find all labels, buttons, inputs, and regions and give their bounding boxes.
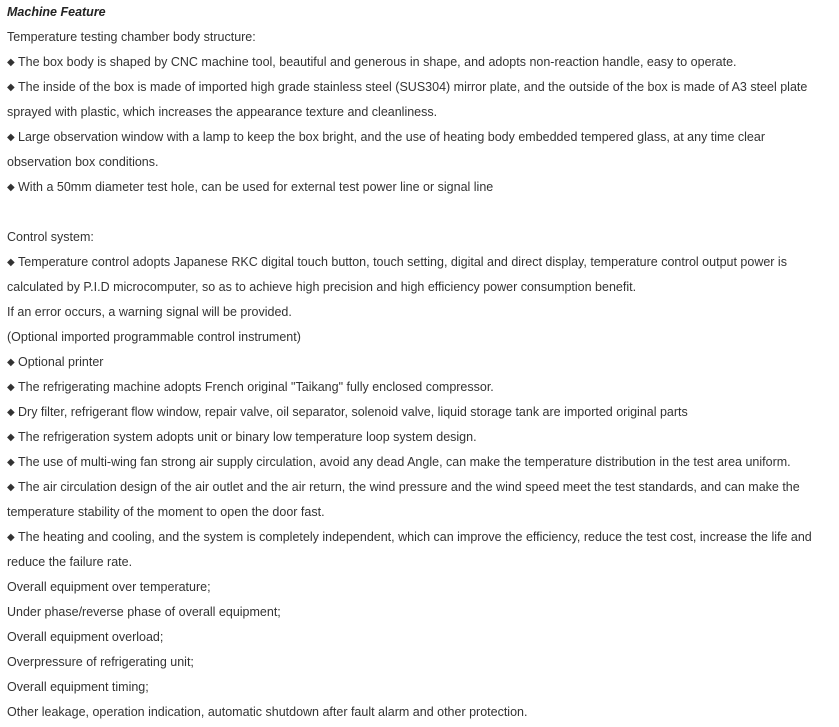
bullet-list-item bbox=[7, 350, 831, 375]
line-text: observation box conditions. bbox=[7, 155, 159, 169]
diamond-bullet-icon: ◆ bbox=[7, 532, 15, 543]
bullet-list-item bbox=[7, 375, 831, 400]
line-text: Optional printer bbox=[18, 355, 104, 369]
text-line bbox=[7, 275, 831, 300]
text-line bbox=[7, 150, 831, 175]
control-system-heading: Control system: bbox=[7, 230, 94, 244]
bullet-list-item bbox=[7, 75, 831, 100]
line-text: If an error occurs, a warning signal will be provided. bbox=[7, 305, 292, 319]
line-text: The refrigerating machine adopts French original "Taikang" fully enclosed compressor. bbox=[18, 380, 494, 394]
line-text: (Optional imported programmable control instrument) bbox=[7, 330, 301, 344]
diamond-bullet-icon: ◆ bbox=[7, 132, 15, 143]
line-text: The box body is shaped by CNC machine tool, beautiful and generous in shape, and adopts non-reaction handle, easy to operate. bbox=[18, 55, 737, 69]
text-line bbox=[7, 550, 831, 575]
chamber-structure-heading: Temperature testing chamber body structure: bbox=[7, 30, 256, 44]
diamond-bullet-icon: ◆ bbox=[7, 182, 15, 193]
diamond-bullet-icon: ◆ bbox=[7, 432, 15, 443]
line-text: The heating and cooling, and the system is completely independent, which can improve the efficiency, reduce the test cost, increase the life and bbox=[18, 530, 812, 544]
line-text: The air circulation design of the air outlet and the air return, the wind pressure and the wind speed meet the test standards, and can make the bbox=[18, 480, 800, 494]
text-line bbox=[7, 100, 831, 125]
chamber-structure-section bbox=[7, 25, 831, 200]
diamond-bullet-icon: ◆ bbox=[7, 382, 15, 393]
line-text: Temperature control adopts Japanese RKC digital touch button, touch setting, digital and direct display, temperature control output power is bbox=[18, 255, 787, 269]
diamond-bullet-icon: ◆ bbox=[7, 357, 15, 368]
text-line bbox=[7, 300, 831, 325]
bullet-list-item bbox=[7, 450, 831, 475]
bullet-list-item bbox=[7, 175, 831, 200]
bullet-list-item bbox=[7, 475, 831, 500]
line-text: The refrigeration system adopts unit or binary low temperature loop system design. bbox=[18, 430, 477, 444]
bullet-list-item bbox=[7, 50, 831, 75]
bullet-list-item bbox=[7, 400, 831, 425]
text-line bbox=[7, 325, 831, 350]
section-title: Machine Feature bbox=[7, 5, 106, 19]
text-line bbox=[7, 675, 831, 700]
line-text: Overall equipment timing; bbox=[7, 680, 149, 694]
line-text: The inside of the box is made of imported high grade stainless steel (SUS304) mirror plate, and the outside of the box is made of A3 steel plate bbox=[18, 80, 808, 94]
control-system-section bbox=[7, 225, 831, 725]
diamond-bullet-icon: ◆ bbox=[7, 257, 15, 268]
line-text: Under phase/reverse phase of overall equipment; bbox=[7, 605, 281, 619]
line-text: sprayed with plastic, which increases the appearance texture and cleanliness. bbox=[7, 105, 438, 119]
diamond-bullet-icon: ◆ bbox=[7, 482, 15, 493]
section-spacer bbox=[7, 200, 831, 225]
line-text: Dry filter, refrigerant flow window, repair valve, oil separator, solenoid valve, liquid storage tank are imported original parts bbox=[18, 405, 688, 419]
diamond-bullet-icon: ◆ bbox=[7, 457, 15, 468]
diamond-bullet-icon: ◆ bbox=[7, 82, 15, 93]
line-text: With a 50mm diameter test hole, can be used for external test power line or signal line bbox=[18, 180, 494, 194]
text-line bbox=[7, 625, 831, 650]
text-line bbox=[7, 700, 831, 725]
bullet-list-item bbox=[7, 525, 831, 550]
text-line bbox=[7, 500, 831, 525]
bullet-list-item bbox=[7, 125, 831, 150]
line-text: calculated by P.I.D microcomputer, so as to achieve high precision and high efficiency power consumption benefit. bbox=[7, 280, 637, 294]
diamond-bullet-icon: ◆ bbox=[7, 57, 15, 68]
control-system-list bbox=[7, 250, 831, 725]
line-text: Other leakage, operation indication, automatic shutdown after fault alarm and other protection. bbox=[7, 705, 528, 719]
line-text: Overall equipment overload; bbox=[7, 630, 164, 644]
text-line bbox=[7, 575, 831, 600]
bullet-list-item bbox=[7, 250, 831, 275]
line-text: Overall equipment over temperature; bbox=[7, 580, 211, 594]
line-text: The use of multi-wing fan strong air supply circulation, avoid any dead Angle, can make the temperature distribution in the test area uniform. bbox=[18, 455, 791, 469]
line-text: Overpressure of refrigerating unit; bbox=[7, 655, 194, 669]
line-text: reduce the failure rate. bbox=[7, 555, 133, 569]
line-text: Large observation window with a lamp to keep the box bright, and the use of heating body embedded tempered glass, at any time clear bbox=[18, 130, 765, 144]
text-line bbox=[7, 650, 831, 675]
line-text: temperature stability of the moment to open the door fast. bbox=[7, 505, 325, 519]
chamber-structure-list bbox=[7, 50, 831, 200]
text-line bbox=[7, 600, 831, 625]
bullet-list-item bbox=[7, 425, 831, 450]
diamond-bullet-icon: ◆ bbox=[7, 407, 15, 418]
